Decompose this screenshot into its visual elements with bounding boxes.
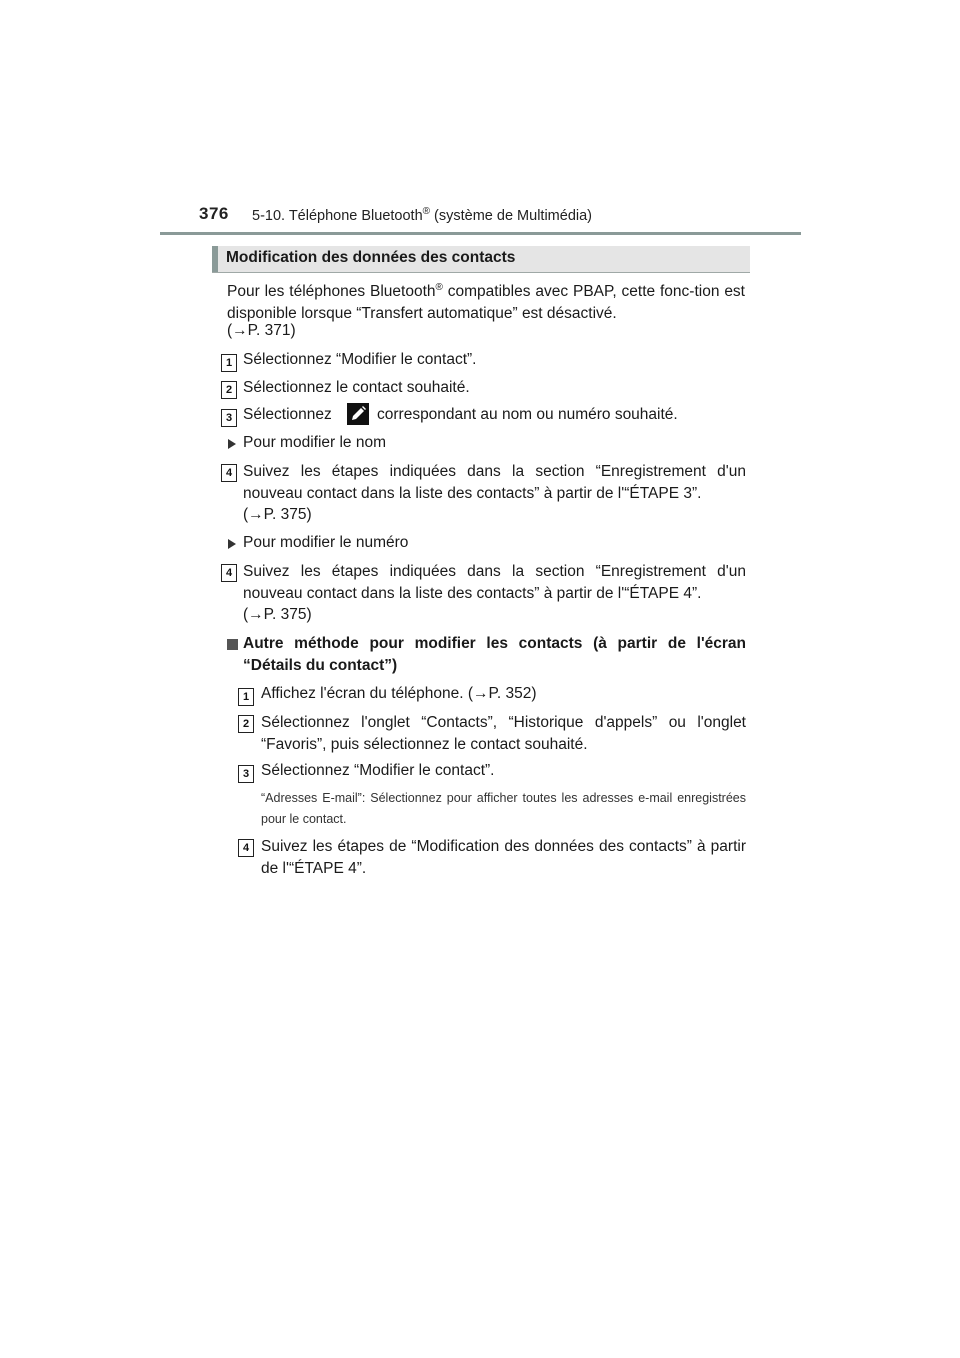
step-number-4: 4 — [238, 839, 254, 857]
step-text: Suivez les étapes de “Modification des données des contacts” à partir de l'“ÉTAPE 4”. — [261, 838, 746, 877]
step-reference: (→P. 375) — [243, 606, 312, 623]
step-text: correspondant au nom ou numéro souhaité. — [377, 406, 678, 423]
step-reference: (→P. 375) — [243, 506, 312, 523]
step-text: Suivez les étapes indiquées dans la section “Enregistrement d'un nouveau contact dans la liste des contacts” à partir de l'“ÉTAPE 4”. — [243, 563, 746, 602]
intro-text: Pour les téléphones Bluetooth — [227, 283, 436, 300]
registered-mark: ® — [422, 206, 431, 217]
step-number-1: 1 — [238, 688, 254, 706]
alt-method-title: Autre méthode pour modifier les contacts (à partir de l'écran “Détails du contact”) — [243, 635, 746, 674]
step-text: Sélectionnez — [243, 406, 332, 423]
page-number: 376 — [199, 204, 229, 223]
step-number-3: 3 — [238, 765, 254, 783]
arrow-bullet-icon — [228, 539, 236, 549]
step-text: Sélectionnez “Modifier le contact”. — [243, 351, 477, 368]
square-bullet-icon — [227, 639, 238, 650]
step-number-1: 1 — [221, 354, 237, 372]
intro-paragraph — [227, 281, 745, 325]
subsection-label: Pour modifier le nom — [243, 434, 387, 451]
step-number-4: 4 — [221, 464, 237, 482]
page-header — [0, 0, 960, 240]
subsection-label: Pour modifier le numéro — [243, 534, 409, 551]
running-title — [252, 206, 592, 224]
step-text: Affichez l'écran du téléphone. (→P. 352) — [261, 685, 537, 702]
running-title-suffix: (système de Multimédia) — [430, 207, 592, 224]
registered-mark: ® — [435, 281, 443, 293]
header-rule — [160, 232, 801, 235]
heading-accent-bar — [212, 246, 218, 272]
step-text: Sélectionnez l'onglet “Contacts”, “Historique d'appels” ou l'onglet “Favoris”, puis sélectionnez le contact souhaité. — [261, 714, 746, 753]
arrow-bullet-icon — [228, 439, 236, 449]
section-heading-text: Modification des données des contacts — [226, 249, 516, 266]
step-number-2: 2 — [221, 381, 237, 399]
pencil-icon-graphic — [347, 403, 369, 425]
step-number-3: 3 — [221, 409, 237, 427]
pencil-icon — [347, 403, 369, 425]
step-text: Sélectionnez “Modifier le contact”. — [261, 762, 495, 779]
step-text: Sélectionnez le contact souhaité. — [243, 379, 470, 396]
step-number-2: 2 — [238, 715, 254, 733]
running-title-text: 5-10. Téléphone Bluetooth — [252, 207, 423, 224]
section-heading — [212, 246, 750, 273]
step-number-4: 4 — [221, 564, 237, 582]
step-text: Suivez les étapes indiquées dans la section “Enregistrement d'un nouveau contact dans la liste des contacts” à partir de l'“ÉTAPE 3”. — [243, 463, 746, 502]
intro-reference: (→P. 371) — [227, 322, 296, 339]
note-text: “Adresses E-mail”: Sélectionnez pour afficher toutes les adresses e-mail enregistrées pour le contact. — [261, 791, 746, 826]
intro-text-rest: compatibles avec PBAP, cette fonc-tion est disponible lorsque “Transfert automatique” est désactivé. — [227, 283, 745, 322]
